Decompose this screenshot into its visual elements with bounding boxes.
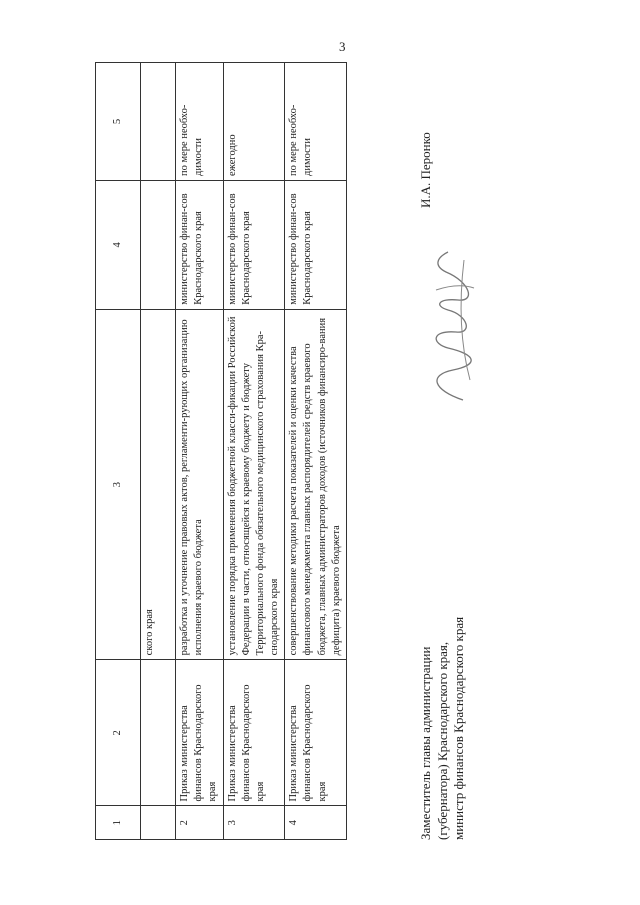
handwritten-signature [418,240,488,410]
table-continuation-row [141,63,176,840]
row-executor: министерство финан-сов Краснодарского края [223,181,285,310]
header-col-1: 1 [96,806,141,840]
signer-position-line: Заместитель главы администрации [418,646,433,840]
table-cell [141,181,176,310]
rotated-sheet [95,60,625,840]
signer-position-line: (губернатора) Краснодарского края, [434,641,450,840]
table-cell [141,660,176,806]
row-term: по мере необхо-димости [176,63,224,181]
signer-name: И.А. Перонко [418,132,433,208]
plan-table [95,62,347,840]
header-col-5: 5 [96,63,141,181]
table-row [223,63,285,840]
row-number: 4 [285,806,347,840]
row-document: Приказ министерства финансов Краснодарского края [176,660,224,806]
header-col-3: 3 [96,309,141,660]
signer-position-line: министр финансов Краснодарского края [451,616,467,840]
table-row [285,63,347,840]
row-document: Приказ министерства финансов Краснодарского края [223,660,285,806]
row-number: 2 [176,806,224,840]
row-term: ежегодно [223,63,285,181]
row-executor: министерство финан-сов Краснодарского края [176,181,224,310]
row-content: разработка и уточнение правовых актов, регламенти-рующих организацию исполнения краевого бюджета [176,309,224,660]
table-header-row [96,63,141,840]
row-number: 3 [223,806,285,840]
signer-position [418,420,468,840]
row-executor: министерство финан-сов Краснодарского края [285,181,347,310]
table-row [176,63,224,840]
table-cell [141,63,176,181]
row-term: по мере необхо-димости [285,63,347,181]
header-col-4: 4 [96,181,141,310]
header-col-2: 2 [96,660,141,806]
row-content: совершенствование методики расчета показателей и оценки качества финансового менеджмента главных распорядителей средств краевого бюджета, главных администраторов доходов (источников финансиро-вания дефицита) краевого бюджета [285,309,347,660]
continuation-text: ского края [141,309,176,660]
row-content: установление порядка применения бюджетной класси-фикации Российской Федерации в части, относящейся к краевому бюджету и бюджету Территориального фонда обязательного медицинского страхования Кра-снодарского края [223,309,285,660]
row-document: Приказ министерства финансов Краснодарского края [285,660,347,806]
page-number: 3 [339,39,346,54]
table-cell [141,806,176,840]
